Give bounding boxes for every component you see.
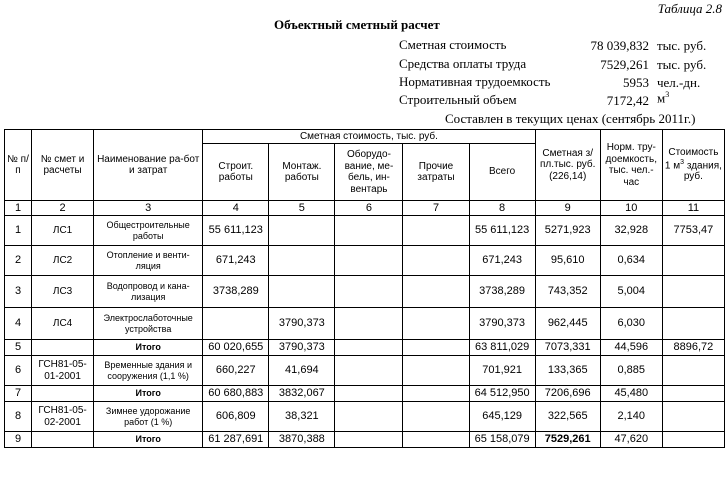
column-number: 9 [535,201,600,216]
wage-cost: 7206,696 [535,386,600,402]
estimate-table [4,129,725,448]
construction-cost: 606,809 [203,402,269,432]
equipment-cost [335,356,403,386]
construction-cost: 671,243 [203,246,269,276]
work-name: Зимнее удорожание работ (1 %) [94,402,203,432]
construction-cost: 3738,289 [203,276,269,308]
equipment-cost [335,246,403,276]
labor-hours: 47,620 [600,432,662,448]
installation-cost: 3790,373 [269,308,335,340]
labor-hours: 45,480 [600,386,662,402]
total-cost: 701,921 [469,356,535,386]
labor-hours: 2,140 [600,402,662,432]
cost-per-m3 [662,402,724,432]
work-name: Водопровод и кана-лизация [94,276,203,308]
table-row [5,246,725,276]
cost-per-m3: 8896,72 [662,340,724,356]
construction-cost: 61 287,691 [203,432,269,448]
column-number: 6 [335,201,403,216]
total-cost: 64 512,950 [469,386,535,402]
row-number: 6 [5,356,32,386]
installation-cost: 3832,067 [269,386,335,402]
row-number: 5 [5,340,32,356]
equipment-cost [335,432,403,448]
header-construction: Строит. работы [203,144,269,201]
estimate-code: ГСН81-05-01-2001 [32,356,94,386]
prices-note: Составлен в текущих ценах (сентябрь 2011г.) [445,111,696,126]
equipment-cost [335,402,403,432]
column-number: 11 [662,201,724,216]
construction-cost: 55 611,123 [203,216,269,246]
summary-unit: чел.-дн. [657,75,701,90]
wage-cost: 743,352 [535,276,600,308]
summary-label: Средства оплаты труда [399,56,527,71]
labor-hours: 6,030 [600,308,662,340]
estimate-code: ЛС1 [32,216,94,246]
row-number: 7 [5,386,32,402]
cost-per-m3 [662,356,724,386]
installation-cost [269,276,335,308]
row-number: 2 [5,246,32,276]
work-name: Итого [94,340,203,356]
equipment-cost [335,308,403,340]
cost-per-m3: 7753,47 [662,216,724,246]
equipment-cost [335,340,403,356]
header-installation: Монтаж. работы [269,144,335,201]
summary-unit: тыс. руб. [657,57,707,72]
installation-cost: 3790,373 [269,340,335,356]
total-cost: 3790,373 [469,308,535,340]
labor-hours: 5,004 [600,276,662,308]
estimate-table-body [5,216,725,448]
other-cost [403,340,469,356]
column-number: 10 [600,201,662,216]
construction-cost: 60 020,655 [203,340,269,356]
summary-unit: $м^3$ [657,90,670,106]
header-row-number: № п/п [5,130,32,201]
equipment-cost [335,216,403,246]
work-name: Отопление и венти-ляция [94,246,203,276]
column-number-row [5,201,725,216]
estimate-code: ГСН81-05-02-2001 [32,402,94,432]
header-labor: Норм. тру-доемкость, тыс. чел.-час [600,130,662,201]
table-row [5,432,725,448]
summary-value: 7529,261 [600,57,649,72]
header-other-costs: Прочие затраты [403,144,469,201]
document-title: Объектный сметный расчет [274,17,440,32]
other-cost [403,432,469,448]
wage-cost: 7529,261 [535,432,600,448]
summary-unit: тыс. руб. [657,38,707,53]
column-number: 4 [203,201,269,216]
estimate-code [32,386,94,402]
row-number: 1 [5,216,32,246]
wage-cost: 962,445 [535,308,600,340]
other-cost [403,386,469,402]
wage-cost: 5271,923 [535,216,600,246]
installation-cost [269,246,335,276]
other-cost [403,276,469,308]
installation-cost [269,216,335,246]
summary-label: Нормативная трудоемкость [399,74,551,89]
cost-per-m3 [662,246,724,276]
other-cost [403,246,469,276]
row-number: 4 [5,308,32,340]
other-cost [403,216,469,246]
header-total: Всего [469,144,535,201]
row-number: 3 [5,276,32,308]
labor-hours: 32,928 [600,216,662,246]
work-name: Общестроительные работы [94,216,203,246]
equipment-cost [335,276,403,308]
construction-cost: 660,227 [203,356,269,386]
summary-label: Сметная стоимость [399,37,507,52]
header-cost-group: Сметная стоимость, тыс. руб. [203,130,535,144]
wage-cost: 95,610 [535,246,600,276]
estimate-code [32,340,94,356]
installation-cost: 3870,388 [269,432,335,448]
summary-value: 7172,42 [606,93,649,108]
labor-hours: 44,596 [600,340,662,356]
work-name: Итого [94,386,203,402]
header-work-name: Наименование ра-бот и затрат [94,130,203,201]
table-row [5,276,725,308]
cost-per-m3 [662,308,724,340]
installation-cost: 38,321 [269,402,335,432]
table-row [5,308,725,340]
estimate-code [32,432,94,448]
header-wage: Сметная з/пл.тыс. руб. (226,14) [535,130,600,201]
column-number: 5 [269,201,335,216]
row-number: 9 [5,432,32,448]
summary-value: 5953 [623,75,649,90]
table-row [5,402,725,432]
total-cost: 65 158,079 [469,432,535,448]
total-cost: 645,129 [469,402,535,432]
wage-cost: 133,365 [535,356,600,386]
construction-cost [203,308,269,340]
estimate-code: ЛС4 [32,308,94,340]
summary-label: Строительный объем [399,92,517,107]
table-row [5,340,725,356]
labor-hours: 0,885 [600,356,662,386]
equipment-cost [335,386,403,402]
table-number: Таблица 2.8 [657,1,722,16]
other-cost [403,402,469,432]
cost-per-m3 [662,432,724,448]
total-cost: 55 611,123 [469,216,535,246]
wage-cost: 322,565 [535,402,600,432]
estimate-code: ЛС2 [32,246,94,276]
work-name: Временные здания и сооружения (1,1 %) [94,356,203,386]
table-row [5,386,725,402]
total-cost: 3738,289 [469,276,535,308]
other-cost [403,308,469,340]
cost-per-m3 [662,386,724,402]
column-number: 3 [94,201,203,216]
header-cost-per-m3: Стоимость 1 $м^3$ здания, руб. [662,130,724,201]
column-number: 7 [403,201,469,216]
labor-hours: 0,634 [600,246,662,276]
row-number: 8 [5,402,32,432]
estimate-code: ЛС3 [32,276,94,308]
table-row [5,216,725,246]
installation-cost: 41,694 [269,356,335,386]
header-estimate-number: № смет и расчеты [32,130,94,201]
other-cost [403,356,469,386]
column-number: 1 [5,201,32,216]
cost-per-m3 [662,276,724,308]
column-number: 2 [32,201,94,216]
wage-cost: 7073,331 [535,340,600,356]
work-name: Электрослаботочные устройства [94,308,203,340]
column-number: 8 [469,201,535,216]
table-row [5,356,725,386]
total-cost: 63 811,029 [469,340,535,356]
summary-value: 78 039,832 [590,38,649,53]
header-equipment: Оборудо-вание, ме-бель, ин-вентарь [335,144,403,201]
construction-cost: 60 680,883 [203,386,269,402]
work-name: Итого [94,432,203,448]
total-cost: 671,243 [469,246,535,276]
